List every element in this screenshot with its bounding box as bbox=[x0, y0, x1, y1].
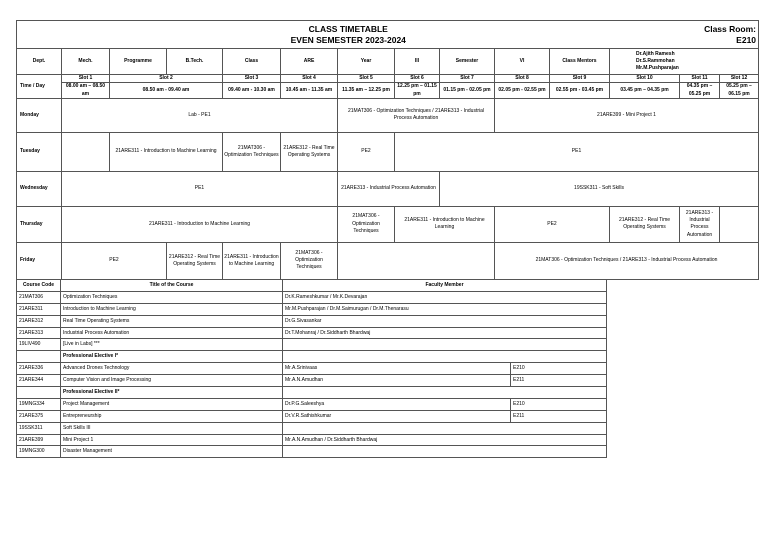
monday-cell: 21MAT306 - Optimization Techniques / 21ARE313 - Industrial Process Automation bbox=[338, 98, 495, 132]
title-line-2: EVEN SEMESTER 2023-2024 bbox=[290, 34, 406, 45]
slot-9: Slot 9 bbox=[550, 75, 610, 83]
course-table bbox=[16, 279, 607, 458]
table-row bbox=[17, 303, 607, 315]
course-title: [Live in Labs] *** bbox=[61, 339, 283, 351]
thursday-cell: 21MAT306 - Optimization Techniques bbox=[338, 206, 395, 242]
year-label: Year bbox=[338, 49, 395, 75]
monday-cell: Lab - PE1 bbox=[62, 98, 338, 132]
class-room bbox=[680, 21, 759, 49]
table-row bbox=[17, 315, 607, 327]
day-wednesday: Wednesday bbox=[17, 171, 62, 206]
course-code: 19MNG334 bbox=[17, 398, 61, 410]
time-1: 08.00 am – 08.50 am bbox=[62, 83, 110, 99]
slot-7: Slot 7 bbox=[440, 75, 495, 83]
slot-10: Slot 10 bbox=[610, 75, 680, 83]
mentor: Dr.Ajith Ramesh bbox=[636, 50, 675, 57]
course-code: 21ARE336 bbox=[17, 363, 61, 375]
course-code: 21ARE375 bbox=[17, 410, 61, 422]
time-8: 02.05 pm - 02.55 pm bbox=[495, 83, 550, 99]
time-day-label: Time / Day bbox=[17, 75, 62, 99]
slot-4: Slot 4 bbox=[281, 75, 338, 83]
wednesday-cell: 19SSK311 - Soft Skills bbox=[440, 171, 759, 206]
elective-1-label: Professional Elective I* bbox=[61, 351, 283, 363]
course-title: Disaster Management bbox=[61, 446, 283, 458]
course-code: 21ARE311 bbox=[17, 303, 61, 315]
tuesday-cell: PE2 bbox=[338, 132, 395, 171]
time-3: 09.40 am - 10.30 am bbox=[223, 83, 281, 99]
course-code: 21ARE399 bbox=[17, 434, 61, 446]
class-label: Class bbox=[223, 49, 281, 75]
thursday-cell: PE2 bbox=[495, 206, 610, 242]
monday-cell: 21ARE399 - Mini Project 1 bbox=[495, 98, 759, 132]
course-title: Industrial Process Automation bbox=[61, 327, 283, 339]
room: E210 bbox=[511, 398, 607, 410]
slot-6: Slot 6 bbox=[395, 75, 440, 83]
table-row bbox=[17, 291, 607, 303]
time-12: 05.25 pm – 06.15 pm bbox=[720, 83, 759, 99]
slot-5: Slot 5 bbox=[338, 75, 395, 83]
faculty bbox=[283, 422, 607, 434]
course-title: Soft Skills III bbox=[61, 422, 283, 434]
room-value: E210 bbox=[736, 34, 757, 45]
slot-1: Slot 1 bbox=[62, 75, 110, 83]
friday-cell: 21MAT306 - Optimization Techniques bbox=[281, 242, 338, 279]
mentor: Mr.M.Pushparajan bbox=[636, 65, 679, 72]
title-line-1: CLASS TIMETABLE bbox=[308, 23, 388, 34]
slot-3: Slot 3 bbox=[223, 75, 281, 83]
semester-value: VI bbox=[495, 49, 550, 75]
year-value: III bbox=[395, 49, 440, 75]
friday-cell: 21ARE311 - Introduction to Machine Learning bbox=[223, 242, 281, 279]
course-code: 21MAT306 bbox=[17, 291, 61, 303]
faculty-header: Faculty Member bbox=[283, 280, 607, 292]
time-4: 10.45 am - 11.35 am bbox=[281, 83, 338, 99]
friday-cell: 21ARE312 - Real Time Operating Systems bbox=[167, 242, 223, 279]
thursday-cell: 21ARE312 - Real Time Operating Systems bbox=[610, 206, 680, 242]
course-title-header: Title of the Course bbox=[61, 280, 283, 292]
time-6: 12.25 pm – 01.15 pm bbox=[395, 83, 440, 99]
slot-8: Slot 8 bbox=[495, 75, 550, 83]
room: E211 bbox=[511, 375, 607, 387]
tuesday-cell: 21ARE311 - Introduction to Machine Learning bbox=[110, 132, 223, 171]
slot-12: Slot 12 bbox=[720, 75, 759, 83]
slot-2: Slot 2 bbox=[110, 75, 223, 83]
course-title: Introduction to Machine Learning bbox=[61, 303, 283, 315]
tuesday-cell: PE1 bbox=[395, 132, 759, 171]
room: E210 bbox=[511, 363, 607, 375]
wednesday-cell: PE1 bbox=[62, 171, 338, 206]
faculty: Dr.T.Mohanraj / Dr.Siddharth Bhardwaj bbox=[283, 327, 607, 339]
friday-cell: PE2 bbox=[62, 242, 167, 279]
time-2: 08.50 am - 09.40 am bbox=[110, 83, 223, 99]
thursday-cell: 21ARE311 - Introduction to Machine Learning bbox=[62, 206, 338, 242]
thursday-cell: 21ARE311 - Introduction to Machine Learning bbox=[395, 206, 495, 242]
tuesday-cell: 21ARE312 - Real Time Operating Systems bbox=[281, 132, 338, 171]
thursday-cell: 21ARE313 - Industrial Process Automation bbox=[680, 206, 720, 242]
course-code: 19LIV490 bbox=[17, 339, 61, 351]
table-row bbox=[17, 327, 607, 339]
course-code-header: Course Code bbox=[17, 280, 61, 292]
table-row bbox=[17, 339, 607, 351]
dept-value: Mech. bbox=[62, 49, 110, 75]
course-code: 21ARE313 bbox=[17, 327, 61, 339]
elective-2-label: Professional Elective II* bbox=[61, 387, 283, 399]
course-title: Real Time Operating Systems bbox=[61, 315, 283, 327]
table-row bbox=[17, 434, 607, 446]
time-7: 01.15 pm - 02.05 pm bbox=[440, 83, 495, 99]
room-label: Class Room: bbox=[704, 23, 757, 34]
day-monday: Monday bbox=[17, 98, 62, 132]
course-title: Advanced Drones Technology bbox=[61, 363, 283, 375]
table-row bbox=[17, 375, 607, 387]
faculty: Mr.M.Pushparajan / Dr.M.Saimurugan / Dr.M.Thenarasu bbox=[283, 303, 607, 315]
course-code: 19MNG300 bbox=[17, 446, 61, 458]
table-row bbox=[17, 446, 607, 458]
table-row bbox=[17, 351, 607, 363]
faculty bbox=[283, 339, 607, 351]
mentors-label: Class Mentors bbox=[550, 49, 610, 75]
mentor: Dr.S.Rammohan bbox=[636, 57, 675, 64]
semester-label: Semester bbox=[440, 49, 495, 75]
tuesday-cell: 21MAT306 - Optimization Techniques bbox=[223, 132, 281, 171]
course-code: 21ARE312 bbox=[17, 315, 61, 327]
time-5: 11.35 am – 12.25 pm bbox=[338, 83, 395, 99]
faculty: Mr.A.Srinivaas bbox=[283, 363, 511, 375]
faculty: Dr.G.Sivasankar bbox=[283, 315, 607, 327]
faculty: Dr.V.R.Sathishkumar bbox=[283, 410, 511, 422]
course-title: Optimization Techniques bbox=[61, 291, 283, 303]
faculty: Dr.K.Rameshkumar / Mr.K.Devarajan bbox=[283, 291, 607, 303]
time-9: 02.55 pm - 03.45 pm bbox=[550, 83, 610, 99]
programme-value: B.Tech. bbox=[167, 49, 223, 75]
slot-11: Slot 11 bbox=[680, 75, 720, 83]
course-code: 21ARE344 bbox=[17, 375, 61, 387]
table-row bbox=[17, 398, 607, 410]
friday-cell: 21MAT306 - Optimization Techniques / 21ARE313 - Industrial Process Automation bbox=[495, 242, 759, 279]
faculty: Mr.A.N.Amudhan bbox=[283, 375, 511, 387]
room: E211 bbox=[511, 410, 607, 422]
day-thursday: Thursday bbox=[17, 206, 62, 242]
course-code: 19SSK311 bbox=[17, 422, 61, 434]
table-row bbox=[17, 363, 607, 375]
course-title: Project Management bbox=[61, 398, 283, 410]
wednesday-cell: 21ARE313 - Industrial Process Automation bbox=[338, 171, 440, 206]
table-row bbox=[17, 387, 607, 399]
timetable-title bbox=[17, 21, 680, 49]
course-title: Entrepreneurship bbox=[61, 410, 283, 422]
mentors-list bbox=[610, 49, 759, 75]
table-row bbox=[17, 410, 607, 422]
time-11: 04.35 pm – 05.25 pm bbox=[680, 83, 720, 99]
class-value: ARE bbox=[281, 49, 338, 75]
time-10: 03.45 pm – 04.35 pm bbox=[610, 83, 680, 99]
day-friday: Friday bbox=[17, 242, 62, 279]
table-row bbox=[17, 422, 607, 434]
faculty bbox=[283, 446, 607, 458]
day-tuesday: Tuesday bbox=[17, 132, 62, 171]
course-title: Mini Project 1 bbox=[61, 434, 283, 446]
course-title: Computer Vision and Image Processing bbox=[61, 375, 283, 387]
faculty: Dr.P.G.Saleeshya bbox=[283, 398, 511, 410]
faculty: Mr.A.N.Amudhan / Dr.Siddharth Bhardwaj bbox=[283, 434, 607, 446]
timetable bbox=[16, 20, 759, 280]
dept-label: Dept. bbox=[17, 49, 62, 75]
programme-label: Programme bbox=[110, 49, 167, 75]
